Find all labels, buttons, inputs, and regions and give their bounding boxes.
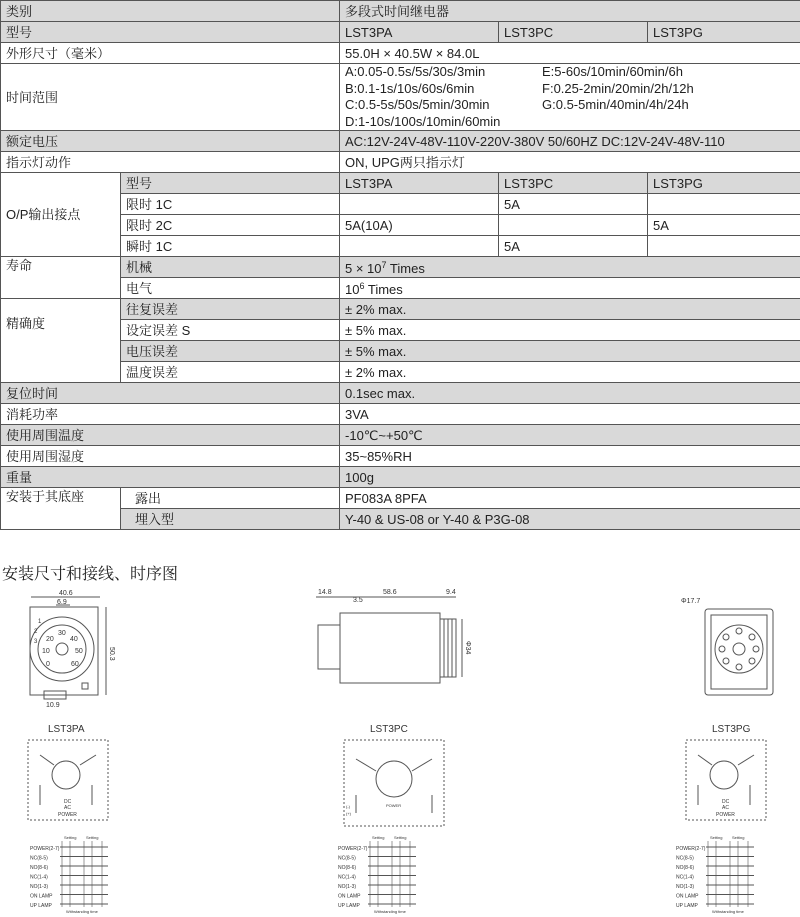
timing-row-label: POWER(2-7) bbox=[676, 846, 706, 852]
timing-row-label: NC(8-5) bbox=[338, 855, 356, 862]
life-elec-value: $10^6$ Times bbox=[340, 278, 800, 299]
socket-embedded-value: Y-40 & US-08 or Y-40 & P3G-08 bbox=[340, 509, 800, 530]
voltage-label: 额定电压 bbox=[1, 131, 340, 152]
reset-row bbox=[1, 383, 800, 404]
humidity-row bbox=[1, 446, 800, 467]
socket-exposed-value: PF083A 8PFA bbox=[340, 488, 800, 509]
wiring-power-label: POWER bbox=[386, 803, 402, 808]
dial-small-label: 2 bbox=[34, 629, 38, 635]
timing-chart-g bbox=[676, 835, 754, 914]
header-row bbox=[1, 1, 800, 22]
front-view-drawing bbox=[30, 590, 115, 709]
op-cell bbox=[499, 215, 648, 236]
front-inner-dim: 6.9 bbox=[57, 599, 67, 606]
socket-label: 安装于其底座 bbox=[1, 488, 121, 530]
wiring-power-label: POWER bbox=[716, 812, 735, 818]
model-g: LST3PG bbox=[648, 22, 800, 43]
side-dim-a: 14.8 bbox=[318, 589, 332, 596]
power-value: 3VA bbox=[340, 404, 800, 425]
dial-label: 50 bbox=[75, 648, 83, 655]
humidity-value: 35~85%RH bbox=[340, 446, 800, 467]
timing-setting-label: Setting bbox=[710, 835, 723, 840]
timing-row-label: NC(1-4) bbox=[338, 874, 356, 881]
timing-foot-label: Withstanding time bbox=[712, 909, 744, 914]
reset-label: 复位时间 bbox=[1, 383, 340, 404]
timing-setting-label: Setting bbox=[86, 835, 99, 840]
range-e: E:5-60s/10min/60min/6h bbox=[542, 64, 683, 79]
model-row bbox=[1, 22, 800, 43]
dial-label: 0 bbox=[46, 661, 50, 668]
accuracy-row bbox=[1, 362, 800, 383]
wiring-power-label: POWER bbox=[58, 812, 77, 818]
range-row bbox=[1, 64, 800, 131]
life-elec-row bbox=[1, 278, 800, 299]
wiring-minus-label: (-) bbox=[346, 804, 350, 809]
socket-diameter-dim: Φ17.7 bbox=[681, 598, 701, 605]
timing-row-label: ON LAMP bbox=[676, 893, 699, 900]
accuracy-row bbox=[1, 299, 800, 320]
power-label: 消耗功率 bbox=[1, 404, 340, 425]
timing-row-label: NO(8-6) bbox=[676, 865, 695, 871]
wiring-ac-label: AC bbox=[722, 805, 729, 811]
dial-small-label: 3 bbox=[34, 639, 38, 645]
range-value bbox=[340, 64, 800, 131]
op-cell bbox=[340, 194, 499, 215]
indicator-value: ON, UPG两只指示灯 bbox=[340, 152, 800, 173]
accuracy-row-value: ± 2% max. bbox=[340, 362, 800, 383]
temp-label: 使用周围温度 bbox=[1, 425, 340, 446]
life-mech-row bbox=[1, 257, 800, 278]
diagram-area bbox=[0, 585, 800, 917]
timing-foot-label: Withstanding time bbox=[66, 909, 98, 914]
op-row-label: 限时 2C bbox=[121, 215, 340, 236]
socket-embedded-label: 埋入型 bbox=[121, 509, 340, 530]
timing-row-label: POWER(2-7) bbox=[30, 846, 60, 852]
wiring-dc-label: DC bbox=[722, 799, 730, 805]
socket-exposed-label: 露出 bbox=[121, 488, 340, 509]
front-height-dim: 50.3 bbox=[108, 647, 115, 661]
indicator-row bbox=[1, 152, 800, 173]
life-mech-value: $5 \times 10^7$ Times bbox=[340, 257, 800, 278]
timing-row-label: NO(1-3) bbox=[676, 884, 695, 890]
accuracy-row-label: 电压误差 bbox=[121, 341, 340, 362]
weight-label: 重量 bbox=[1, 467, 340, 488]
op-cell: 5A bbox=[648, 215, 800, 236]
op-cell: 5A(10A) bbox=[340, 215, 499, 236]
range-b: B:0.1-1s/10s/60s/6min bbox=[345, 80, 475, 96]
op-row bbox=[1, 215, 800, 236]
timing-setting-label: Setting bbox=[394, 835, 407, 840]
socket-exposed-row bbox=[1, 488, 800, 509]
diagram-model-g: LST3PG bbox=[712, 724, 751, 735]
op-cell: 5A bbox=[499, 236, 648, 257]
timing-chart-c bbox=[338, 835, 416, 914]
op-header-row bbox=[1, 173, 800, 194]
front-bottom-dim: 10.9 bbox=[46, 702, 60, 709]
dims-row bbox=[1, 43, 800, 64]
timing-row-label: NO(8-6) bbox=[338, 865, 357, 871]
dial-label: 10 bbox=[42, 648, 50, 655]
timing-row-label: NO(8-6) bbox=[30, 865, 49, 871]
timing-row-label: UP LAMP bbox=[676, 903, 698, 909]
timing-row-label: ON LAMP bbox=[338, 893, 361, 900]
model-a: LST3PA bbox=[340, 22, 499, 43]
front-width-dim: 40.6 bbox=[59, 590, 73, 597]
model-label: 型号 bbox=[1, 22, 340, 43]
temp-value: -10℃~+50℃ bbox=[340, 425, 800, 446]
power-row bbox=[1, 404, 800, 425]
op-cell bbox=[648, 236, 800, 257]
side-dim-c: 58.6 bbox=[383, 589, 397, 596]
range-label: 时间范围 bbox=[1, 64, 340, 131]
timing-foot-label: Withstanding time bbox=[374, 909, 406, 914]
socket-view-drawing bbox=[681, 598, 773, 695]
wiring-dc-label: DC bbox=[64, 799, 72, 805]
dial-label: 60 bbox=[71, 661, 79, 668]
op-cell bbox=[340, 236, 499, 257]
op-row-label: 瞬时 1C bbox=[121, 236, 340, 257]
op-model-label: 型号 bbox=[121, 173, 340, 194]
timing-row-label: NC(1-4) bbox=[30, 874, 48, 881]
op-model-a: LST3PA bbox=[340, 173, 499, 194]
range-d: D:1-10s/100s/10min/60min bbox=[345, 113, 501, 129]
reset-value: 0.1sec max. bbox=[340, 383, 800, 404]
accuracy-row bbox=[1, 320, 800, 341]
wiring-ac-label: AC bbox=[64, 805, 71, 811]
header-label: 类别 bbox=[1, 1, 340, 22]
weight-row bbox=[1, 467, 800, 488]
timing-row-label: NO(1-3) bbox=[338, 884, 357, 890]
header-value: 多段式时间继电器 bbox=[340, 1, 800, 22]
humidity-label: 使用周围湿度 bbox=[1, 446, 340, 467]
op-cell: 5A bbox=[499, 194, 648, 215]
range-f: F:0.25-2min/20min/2h/12h bbox=[542, 80, 694, 96]
accuracy-row-label: 设定误差 S bbox=[121, 320, 340, 341]
diagram-model-c: LST3PC bbox=[370, 724, 408, 735]
timing-row-label: NC(1-4) bbox=[676, 874, 694, 881]
timing-row-label: NC(8-5) bbox=[676, 855, 694, 862]
wiring-plus-label: (+) bbox=[346, 811, 351, 816]
op-row bbox=[1, 236, 800, 257]
weight-value: 100g bbox=[340, 467, 800, 488]
socket-embedded-row bbox=[1, 509, 800, 530]
dims-label: 外形尺寸（毫米） bbox=[1, 43, 340, 64]
wiring-diagram-c bbox=[344, 740, 444, 826]
timing-row-label: ON LAMP bbox=[30, 893, 53, 900]
accuracy-row-label: 温度误差 bbox=[121, 362, 340, 383]
dims-value: 55.0H × 40.5W × 84.0L bbox=[340, 43, 800, 64]
accuracy-row-value: ± 5% max. bbox=[340, 320, 800, 341]
op-model-c: LST3PC bbox=[499, 173, 648, 194]
op-row bbox=[1, 194, 800, 215]
timing-row-label: UP LAMP bbox=[30, 903, 52, 909]
timing-setting-label: Setting bbox=[372, 835, 385, 840]
range-c: C:0.5-5s/50s/5min/30min bbox=[345, 97, 490, 112]
life-mech-label: 机械 bbox=[121, 257, 340, 278]
op-row-label: 限时 1C bbox=[121, 194, 340, 215]
side-dim-d: 9.4 bbox=[446, 589, 456, 596]
side-diameter-dim: Φ34 bbox=[464, 641, 471, 655]
timing-chart-a bbox=[30, 835, 108, 914]
side-dim-b: 3.5 bbox=[353, 597, 363, 604]
accuracy-row bbox=[1, 341, 800, 362]
life-label: 寿命 bbox=[1, 257, 121, 299]
temp-row bbox=[1, 425, 800, 446]
dial-small-label: 1 bbox=[38, 619, 42, 625]
voltage-row bbox=[1, 131, 800, 152]
life-elec-label: 电气 bbox=[121, 278, 340, 299]
accuracy-row-value: ± 2% max. bbox=[340, 299, 800, 320]
timing-setting-label: Setting bbox=[64, 835, 77, 840]
timing-setting-label: Setting bbox=[732, 835, 745, 840]
range-a: A:0.05-0.5s/5s/30s/3min bbox=[345, 64, 486, 79]
dial-label: 20 bbox=[46, 636, 54, 643]
diagram-title: 安装尺寸和接线、时序图 bbox=[2, 566, 179, 583]
accuracy-row-value: ± 5% max. bbox=[340, 341, 800, 362]
timing-row-label: POWER(2-7) bbox=[338, 846, 368, 852]
timing-row-label: UP LAMP bbox=[338, 903, 360, 909]
timing-row-label: NO(1-3) bbox=[30, 884, 49, 890]
accuracy-label: 精确度 bbox=[1, 299, 121, 383]
voltage-value: AC:12V-24V-48V-110V-220V-380V 50/60HZ DC:12V-24V-48V-110 bbox=[340, 131, 800, 152]
dial-label: 40 bbox=[70, 636, 78, 643]
op-cell bbox=[648, 194, 800, 215]
op-label: O/P输出接点 bbox=[1, 173, 121, 257]
timing-row-label: NC(8-5) bbox=[30, 855, 48, 862]
dial-label: 30 bbox=[58, 630, 66, 637]
op-model-g: LST3PG bbox=[648, 173, 800, 194]
model-c: LST3PC bbox=[499, 22, 648, 43]
accuracy-row-label: 往复误差 bbox=[121, 299, 340, 320]
indicator-label: 指示灯动作 bbox=[1, 152, 340, 173]
range-g: G:0.5-5min/40min/4h/24h bbox=[542, 97, 689, 112]
diagram-model-a: LST3PA bbox=[48, 724, 85, 735]
side-view-drawing bbox=[316, 589, 471, 683]
